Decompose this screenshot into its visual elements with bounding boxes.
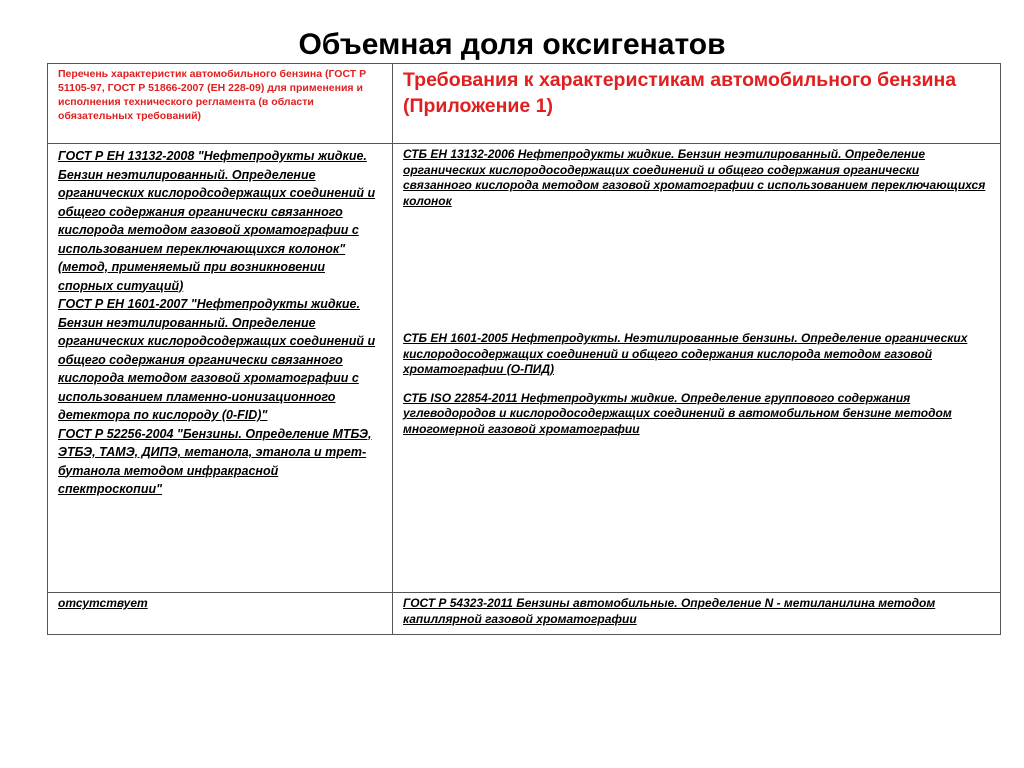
- row1-left-cell: [48, 144, 393, 593]
- gost-en-1601-entry: ГОСТ Р ЕН 1601-2007 "Нефтепродукты жидкие. Бензин неэтилированный. Определение органических кислородсодержащих соединений и общего содержания органически связанного кислорода методом газовой хроматографии с использованием пламенно-ионизационного детектора по кислороду (0-FID)": [58, 297, 376, 422]
- gost-52256-entry: ГОСТ Р 52256-2004 "Бензины. Определение МТБЭ, ЭТБЭ, ТАМЭ, ДИПЭ, метанола, этанола и трет-бутанола методом инфракрасной спектроскопии": [58, 426, 372, 496]
- table-header-row: [48, 64, 1001, 144]
- table-row: [48, 144, 1001, 593]
- absent-entry: отсутствует: [58, 596, 148, 610]
- row2-right-cell: [393, 593, 1001, 635]
- row1-right-cell: [393, 144, 1001, 593]
- gost-en-13132-entry: ГОСТ Р ЕН 13132-2008 "Нефтепродукты жидкие. Бензин неэтилированный. Определение органических кислородсодержащих соединений и общего содержания органически связанного кислорода методом газовой хроматографии с использованием переключающихся колонок" (метод, применяемый при возникновении спорных ситуаций): [58, 149, 376, 293]
- stb-iso-22854-entry: СТБ ISO 22854-2011 Нефтепродукты жидкие. Определение группового содержания углеводородов и кислородосодержащих соединений в автомобильном бензине методом многомерной газовой хроматографии: [403, 390, 952, 436]
- slide-title: Объемная доля оксигенатов: [298, 28, 726, 61]
- gost-54323-entry: ГОСТ Р 54323-2011 Бензины автомобильные. Определение N - метиланилина методом капиллярной газовой хроматографии: [403, 596, 936, 626]
- row2-left-cell: [48, 593, 393, 635]
- stb-en-1601-entry: СТБ ЕН 1601-2005 Нефтепродукты. Неэтилированные бензины. Определение органических кислородосодержащих соединений и общего содержания кислорода методом газовой хроматографии (О-ПИД): [403, 331, 968, 376]
- table-row: [48, 593, 1001, 635]
- header-left-cell: Перечень характеристик автомобильного бензина (ГОСТ Р 51105-97, ГОСТ Р 51866-2007 (ЕН 228-09) для применения и исполнения технического регламента (в области обязательных требований): [48, 64, 393, 144]
- stb-en-13132-entry: СТБ ЕН 13132-2006 Нефтепродукты жидкие. Бензин неэтилированный. Определение органических кислородосодержащих соединений и общего содержания органически связанного кислорода методом газовой хроматографии с использованием переключающихся колонок: [403, 147, 986, 208]
- standards-table: [47, 63, 1001, 635]
- header-right-cell: Требования к характеристикам автомобильного бензина (Приложение 1): [393, 64, 1001, 144]
